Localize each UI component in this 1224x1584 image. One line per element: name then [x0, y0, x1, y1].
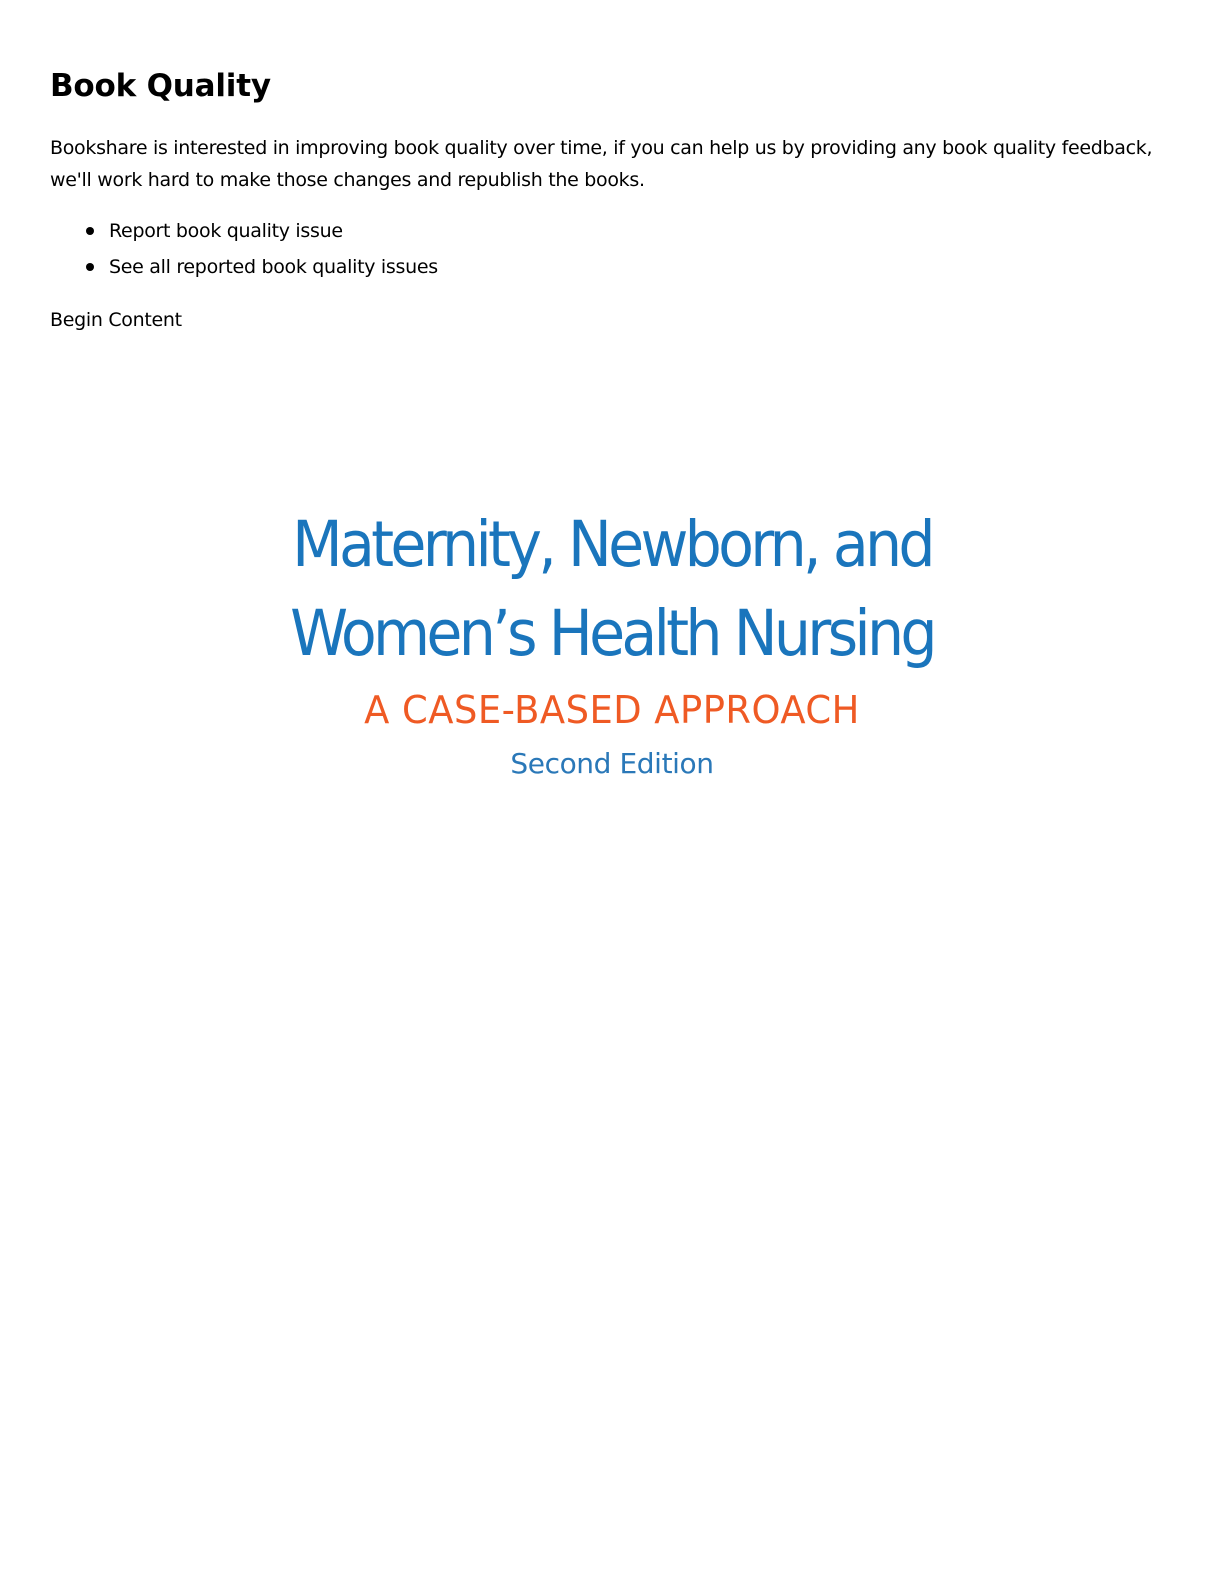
bullet-icon — [86, 227, 94, 235]
list-item — [109, 250, 438, 286]
cover-title-line-1: Maternity, Newborn, and — [292, 508, 932, 581]
list-item — [109, 214, 438, 250]
cover-title-line-2: Women’s Health Nursing — [290, 597, 934, 670]
cover-edition: Second Edition — [510, 747, 714, 780]
quality-links-list — [50, 214, 438, 286]
see-all-issues-link[interactable]: See all reported book quality issues — [109, 256, 438, 278]
page-title: Book Quality — [50, 68, 271, 104]
cover-subtitle: A CASE-BASED APPROACH — [364, 688, 860, 732]
book-cover-title — [212, 500, 1012, 780]
report-issue-link[interactable]: Report book quality issue — [109, 220, 343, 242]
bullet-icon — [86, 263, 94, 271]
begin-content-label: Begin Content — [50, 309, 182, 331]
intro-paragraph: Bookshare is interested in improving book quality over time, if you can help us by providing any book quality feedback, we'll work hard to make those changes and republish the books. — [50, 137, 1153, 191]
